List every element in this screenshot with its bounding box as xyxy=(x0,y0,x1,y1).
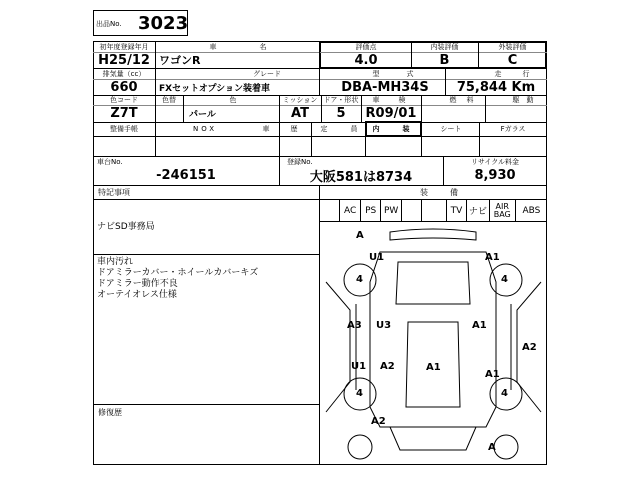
label-inspection-b: 検 xyxy=(398,96,406,104)
damage-u1-left: U1 xyxy=(369,252,385,263)
value-model: ワゴンR xyxy=(159,54,201,67)
hline-sub xyxy=(93,105,547,106)
lot-number-value: 3023 xyxy=(138,13,189,34)
equip-abs: ABS xyxy=(522,205,541,216)
label-transmission: ミッション xyxy=(282,96,318,104)
note-line-1: ナビSD事務局 xyxy=(97,222,155,232)
equipment-heading-b: 備 xyxy=(450,188,458,197)
label-mileage-a: 走 xyxy=(494,70,502,78)
vline xyxy=(445,69,446,95)
label-drive-b: 動 xyxy=(526,96,534,104)
equip-ps: PS xyxy=(361,200,381,221)
label-registration: 登録No. xyxy=(287,158,313,166)
damage-u3: U3 xyxy=(376,320,392,331)
label-type-a: 型 xyxy=(372,70,380,78)
hline xyxy=(93,95,547,96)
vline xyxy=(155,41,156,156)
tire-rl-grade: 4 xyxy=(356,388,363,399)
label-color-change: 色替 xyxy=(162,96,176,104)
hline-sub xyxy=(93,79,547,80)
damage-a2-bottom: A2 xyxy=(371,416,386,427)
value-transmission: AT xyxy=(291,106,309,121)
row5 xyxy=(93,156,547,185)
label-nox: NOX xyxy=(192,125,218,133)
vline xyxy=(279,156,280,185)
front-bumper-shape xyxy=(390,229,476,240)
equipment-row xyxy=(320,200,547,222)
left-side-shape xyxy=(326,282,356,412)
interior-highlight-box xyxy=(365,121,422,137)
label-interior: 内装評価 xyxy=(430,42,459,51)
damage-a-top: A xyxy=(356,230,364,241)
value-chassis: -246151 xyxy=(156,168,216,183)
label-recycle: リサイクル料金 xyxy=(470,158,520,166)
label-fuel-b: 料 xyxy=(466,96,474,104)
row2 xyxy=(93,69,547,95)
value-year: H25/12 xyxy=(98,52,150,68)
label-seat: シート xyxy=(440,125,462,133)
repair-divider xyxy=(93,404,319,405)
value-exterior: C xyxy=(507,52,518,68)
label-first-reg: 初年度登録年月 xyxy=(99,42,149,51)
damage-a-bottom: A xyxy=(488,442,496,453)
equip-airbag: AIR BAG xyxy=(490,200,516,221)
vline xyxy=(279,95,280,156)
vline xyxy=(183,95,184,122)
label-color-code: 色コード xyxy=(110,96,138,104)
equipment-heading-a: 装 xyxy=(420,188,428,197)
vline xyxy=(311,122,312,156)
value-mileage: 75,844 Km xyxy=(456,79,536,95)
label-maintenance: 整備手帳 xyxy=(110,125,138,133)
rear-shape xyxy=(390,427,476,450)
label-fuel-a: 燃 xyxy=(449,96,457,104)
spare-right-shape xyxy=(494,435,518,459)
lot-number-box xyxy=(93,10,188,36)
label-drive-a: 駆 xyxy=(512,96,520,104)
label-car: 車 xyxy=(209,42,217,51)
vline xyxy=(321,95,322,122)
value-grade: FXセットオプション装着車 xyxy=(159,83,271,94)
value-inspection: R09/01 xyxy=(365,106,417,121)
body-outline xyxy=(370,252,496,427)
value-interior: B xyxy=(439,52,450,68)
label-interior-b: 装 xyxy=(402,125,410,133)
car-diagram xyxy=(320,222,547,465)
notes-block: 車内汚れ ドアミラーカバー・ホイールカバーキズ ドアミラー動作不良 オーテイオレス仕様 xyxy=(97,257,259,300)
vline xyxy=(479,122,480,156)
label-history-a: 車 xyxy=(262,125,270,133)
vline xyxy=(411,41,412,69)
hline xyxy=(93,185,547,186)
value-color-code: Z7T xyxy=(110,106,138,121)
label-score: 評価点 xyxy=(355,42,377,51)
label-type-b: 式 xyxy=(406,70,414,78)
damage-u1-left-2: U1 xyxy=(351,361,367,372)
equip-ac: AC xyxy=(340,200,360,221)
value-registration: 大阪581は8734 xyxy=(309,170,413,185)
spare-left-shape xyxy=(348,435,372,459)
label-chassis: 車台No. xyxy=(97,158,123,166)
label-name: 名 xyxy=(259,42,267,51)
damage-a2-far-right: A2 xyxy=(522,342,537,353)
value-recycle: 8,930 xyxy=(474,168,516,183)
label-history-b: 歴 xyxy=(290,125,298,133)
vline xyxy=(443,156,444,185)
vline xyxy=(319,41,320,95)
label-grade: グレード xyxy=(253,70,281,78)
value-color: パール xyxy=(189,110,216,120)
label-displacement: 排気量（cc） xyxy=(102,70,146,78)
repair-heading: 修復歴 xyxy=(98,407,122,417)
damage-a1-topright: A1 xyxy=(485,252,500,263)
value-score: 4.0 xyxy=(354,52,378,68)
value-displacement: 660 xyxy=(110,79,138,95)
notes-heading: 特記事項 xyxy=(98,188,130,197)
damage-a1-right: A1 xyxy=(472,320,487,331)
notes-divider xyxy=(93,254,319,255)
tire-rr-grade: 4 xyxy=(501,388,508,399)
label-exterior: 外装評価 xyxy=(498,42,527,51)
vline xyxy=(361,95,362,122)
label-capacity-a: 定 xyxy=(320,125,328,133)
vline xyxy=(485,95,486,122)
damage-a3: A3 xyxy=(347,320,362,331)
equip-tv: TV xyxy=(447,200,467,221)
vline xyxy=(421,95,422,122)
label-interior-a: 内 xyxy=(372,125,380,133)
label-door-shape: ドア・形状 xyxy=(323,96,359,104)
damage-a2-mid: A2 xyxy=(380,361,395,372)
label-capacity-b: 員 xyxy=(350,125,358,133)
equip-pw: PW xyxy=(381,200,401,221)
label-color: 色 xyxy=(229,96,237,104)
value-type: DBA-MH34S xyxy=(341,79,429,95)
equip-blank xyxy=(320,200,340,221)
vline xyxy=(478,41,479,69)
tire-fl-grade: 4 xyxy=(356,274,363,285)
equip-navi: ナビ xyxy=(467,200,489,221)
hline xyxy=(93,156,547,157)
label-mileage-b: 行 xyxy=(522,70,530,78)
lot-number-label: 出品No. xyxy=(96,20,122,28)
damage-a1-rear-right: A1 xyxy=(485,369,500,380)
tire-fr-grade: 4 xyxy=(501,274,508,285)
hood-shape xyxy=(396,262,470,304)
equip-empty-1 xyxy=(402,200,422,221)
damage-a1-roof: A1 xyxy=(426,362,441,373)
label-inspection-a: 車 xyxy=(372,96,380,104)
row3 xyxy=(93,95,547,122)
value-doors: 5 xyxy=(336,106,346,121)
score-highlight-box xyxy=(319,41,547,69)
label-fglass: Fガラス xyxy=(500,125,526,133)
equip-empty-2 xyxy=(422,200,446,221)
